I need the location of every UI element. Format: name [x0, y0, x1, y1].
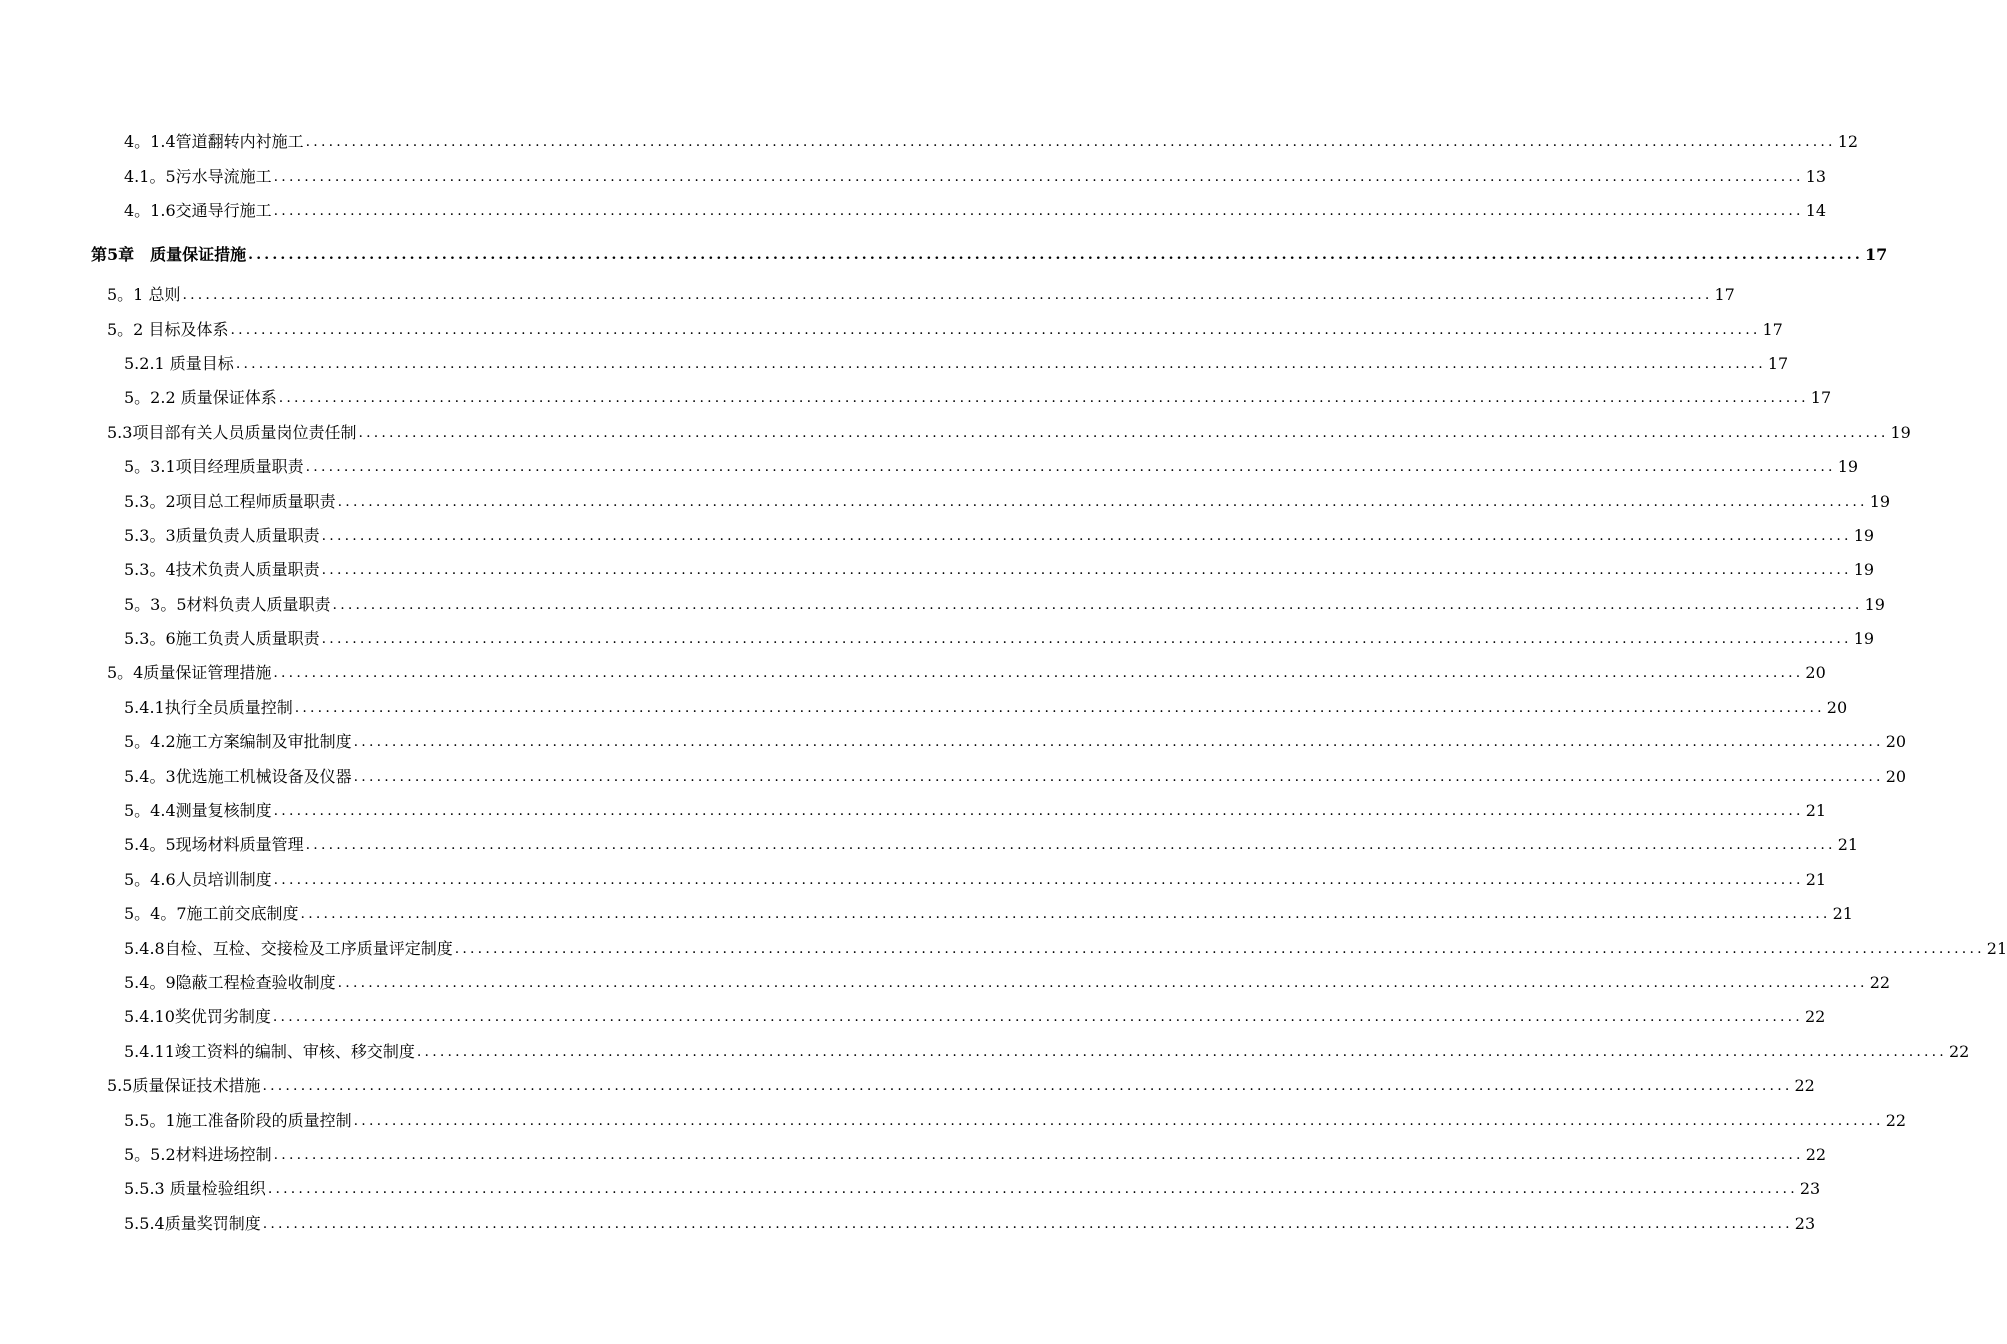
toc-page-number: 22 — [1794, 1076, 1815, 1096]
toc-entry-label: 5.5质量保证技术措施 — [107, 1076, 261, 1096]
toc-entry[interactable] — [0, 615, 1875, 649]
toc-entry[interactable] — [0, 959, 1891, 993]
toc-entry[interactable] — [0, 649, 1826, 683]
toc-entry-label: 4.1。5污水导流施工 — [124, 166, 272, 186]
toc-page-number: 22 — [1805, 1144, 1827, 1164]
toc-entry[interactable] — [0, 512, 1875, 546]
toc-entry[interactable] — [0, 265, 1735, 305]
toc-entry-label: 5.5.3 质量检验组织 — [124, 1179, 266, 1199]
toc-page-number: 20 — [1885, 766, 1907, 786]
toc-dot-leader: ........................................................................................................................................................................................................ — [321, 562, 1852, 579]
toc-dot-leader: ........................................................................................................................................................................................................ — [235, 355, 1766, 372]
toc-page-number: 21 — [1805, 869, 1827, 889]
toc-entry[interactable] — [0, 340, 1789, 374]
toc-entry[interactable] — [0, 443, 1859, 477]
toc-entry[interactable] — [0, 890, 1853, 924]
toc-dot-leader: ........................................................................................................................................................................................................ — [273, 871, 1804, 888]
toc-dot-leader: ........................................................................................................................................................................................................ — [294, 699, 1825, 716]
toc-dot-leader: ........................................................................................................................................................................................................ — [262, 1078, 1793, 1095]
toc-page-number: 12 — [1837, 132, 1859, 152]
toc-entry-label: 5。2.2 质量保证体系 — [124, 388, 277, 408]
toc-chapter-entry[interactable] — [0, 221, 1888, 265]
toc-dot-leader: ........................................................................................................................................................................................................ — [353, 1112, 1884, 1129]
toc-entry-label: 5.2.1 质量目标 — [124, 353, 234, 373]
toc-page-number: 20 — [1805, 663, 1826, 683]
toc-page-number: 22 — [1885, 1110, 1907, 1130]
toc-entry-label: 4。1.6交通导行施工 — [124, 201, 272, 221]
toc-dot-leader: ........................................................................................................................................................................................................ — [321, 631, 1852, 648]
toc-entry-label: 5。5.2材料进场控制 — [124, 1144, 272, 1164]
toc-dot-leader: ........................................................................................................................................................................................................ — [230, 321, 1761, 338]
toc-entry[interactable] — [0, 752, 1907, 786]
toc-dot-leader: ........................................................................................................................................................................................................ — [248, 247, 1863, 264]
toc-entry-label: 第5章 质量保证措施 — [91, 245, 247, 265]
toc-dot-leader: ........................................................................................................................................................................................................ — [321, 527, 1852, 544]
toc-dot-leader: ........................................................................................................................................................................................................ — [273, 203, 1804, 220]
toc-entry[interactable] — [0, 580, 1885, 614]
toc-entry[interactable] — [0, 821, 1859, 855]
toc-page-number: 17 — [1762, 319, 1783, 339]
toc-dot-leader: ........................................................................................................................................................................................................ — [454, 940, 1985, 957]
toc-entry-label: 5.3。4技术负责人质量职责 — [124, 560, 320, 580]
toc-entry-label: 5。4.2施工方案编制及审批制度 — [124, 732, 352, 752]
toc-page-number: 17 — [1810, 388, 1832, 408]
toc-entry[interactable] — [0, 546, 1875, 580]
toc-entry[interactable] — [0, 408, 1911, 442]
toc-page-number: 19 — [1864, 594, 1885, 614]
toc-entry[interactable] — [0, 1199, 1816, 1233]
toc-dot-leader: ........................................................................................................................................................................................................ — [273, 168, 1804, 185]
toc-dot-leader: ........................................................................................................................................................................................................ — [305, 134, 1836, 151]
toc-page-number: 21 — [1805, 801, 1827, 821]
toc-entry[interactable] — [0, 118, 1859, 152]
toc-page-number: 19 — [1890, 422, 1911, 442]
toc-entry-label: 5.3。3质量负责人质量职责 — [124, 525, 320, 545]
toc-page-number: 19 — [1853, 560, 1875, 580]
toc-entry[interactable] — [0, 683, 1848, 717]
toc-dot-leader: ........................................................................................................................................................................................................ — [262, 1215, 1793, 1232]
toc-dot-leader: ........................................................................................................................................................................................................ — [332, 596, 1863, 613]
toc-dot-leader: ........................................................................................................................................................................................................ — [267, 1181, 1798, 1198]
toc-entry-label: 5。2 目标及体系 — [107, 319, 229, 339]
toc-entry-label: 5。4质量保证管理措施 — [107, 663, 272, 683]
toc-entry-label: 5.3项目部有关人员质量岗位责任制 — [107, 422, 357, 442]
toc-page-number: 19 — [1853, 629, 1875, 649]
toc-page-number: 21 — [1837, 835, 1859, 855]
toc-dot-leader: ........................................................................................................................................................................................................ — [305, 837, 1836, 854]
toc-dot-leader: ........................................................................................................................................................................................................ — [182, 287, 1713, 304]
toc-dot-leader: ........................................................................................................................................................................................................ — [300, 906, 1831, 923]
toc-entry-label: 5。3.1项目经理质量职责 — [124, 457, 304, 477]
toc-entry[interactable] — [0, 718, 1907, 752]
toc-dot-leader: ........................................................................................................................................................................................................ — [337, 974, 1868, 991]
toc-page-number: 19 — [1853, 525, 1875, 545]
toc-entry-label: 5.5.4质量奖罚制度 — [124, 1213, 261, 1233]
toc-dot-leader: ........................................................................................................................................................................................................ — [358, 424, 1889, 441]
toc-page-number: 21 — [1986, 938, 2007, 958]
toc-entry-label: 4。1.4管道翻转内衬施工 — [124, 132, 304, 152]
toc-dot-leader: ........................................................................................................................................................................................................ — [416, 1043, 1947, 1060]
toc-dot-leader: ........................................................................................................................................................................................................ — [353, 768, 1884, 785]
toc-entry[interactable] — [0, 1027, 1970, 1061]
toc-entry-label: 5.4.8自检、互检、交接检及工序质量评定制度 — [124, 938, 453, 958]
toc-entry-label: 5。1 总则 — [107, 285, 181, 305]
toc-entry-label: 5.4。3优选施工机械设备及仪器 — [124, 766, 352, 786]
toc-dot-leader: ........................................................................................................................................................................................................ — [278, 390, 1809, 407]
toc-dot-leader: ........................................................................................................................................................................................................ — [272, 1009, 1803, 1026]
toc-entry[interactable] — [0, 993, 1826, 1027]
toc-page-number: 17 — [1767, 353, 1789, 373]
toc-page-number: 22 — [1948, 1041, 1970, 1061]
toc-entry-label: 5.4。5现场材料质量管理 — [124, 835, 304, 855]
toc-page-number: 17 — [1714, 285, 1735, 305]
toc-entry[interactable] — [0, 305, 1783, 339]
toc-entry-label: 5.3。6施工负责人质量职责 — [124, 629, 320, 649]
toc-dot-leader: ........................................................................................................................................................................................................ — [337, 493, 1868, 510]
toc-entry[interactable] — [0, 187, 1827, 221]
toc-entry[interactable] — [0, 1165, 1821, 1199]
toc-page-number: 22 — [1869, 972, 1891, 992]
toc-entry-label: 5.4.10奖优罚劣制度 — [124, 1007, 271, 1027]
toc-entry[interactable] — [0, 477, 1891, 511]
toc-page-number: 22 — [1804, 1007, 1826, 1027]
toc-page-number: 20 — [1885, 732, 1907, 752]
toc-page-number: 17 — [1864, 245, 1888, 265]
toc-page-number: 23 — [1799, 1179, 1821, 1199]
toc-entry[interactable] — [0, 855, 1827, 889]
toc-entry-label: 5.4。9隐蔽工程检查验收制度 — [124, 972, 336, 992]
toc-page-number: 23 — [1794, 1213, 1816, 1233]
toc-entry-label: 5。4.6人员培训制度 — [124, 869, 272, 889]
toc-entry-label: 5。4.4测量复核制度 — [124, 801, 272, 821]
toc-entry-label: 5。3。5材料负责人质量职责 — [124, 594, 331, 614]
toc-entry[interactable] — [0, 152, 1827, 186]
toc-entry[interactable] — [0, 924, 2007, 958]
toc-entry-label: 5.5。1施工准备阶段的质量控制 — [124, 1110, 352, 1130]
toc-page-number: 21 — [1832, 904, 1853, 924]
toc-dot-leader: ........................................................................................................................................................................................................ — [273, 665, 1804, 682]
toc-page-number: 19 — [1869, 491, 1891, 511]
toc-dot-leader: ........................................................................................................................................................................................................ — [353, 734, 1884, 751]
toc-entry[interactable] — [0, 374, 1832, 408]
toc-entry-label: 5.4.1执行全员质量控制 — [124, 697, 293, 717]
toc-entry-label: 5.3。2项目总工程师质量职责 — [124, 491, 336, 511]
toc-entry-label: 5。4。7施工前交底制度 — [124, 904, 299, 924]
toc-page-number: 20 — [1826, 697, 1848, 717]
toc-entry-label: 5.4.11竣工资料的编制、审核、移交制度 — [124, 1041, 415, 1061]
toc-page-number: 19 — [1837, 457, 1859, 477]
toc-dot-leader: ........................................................................................................................................................................................................ — [305, 459, 1836, 476]
toc-dot-leader: ........................................................................................................................................................................................................ — [273, 803, 1804, 820]
toc-entry[interactable] — [0, 1131, 1827, 1165]
toc-page-number: 14 — [1805, 201, 1827, 221]
toc-dot-leader: ........................................................................................................................................................................................................ — [273, 1146, 1804, 1163]
toc-entry[interactable] — [0, 787, 1827, 821]
table-of-contents — [0, 118, 2007, 1234]
toc-entry[interactable] — [0, 1062, 1815, 1096]
toc-entry[interactable] — [0, 1096, 1907, 1130]
toc-page-number: 13 — [1805, 166, 1827, 186]
